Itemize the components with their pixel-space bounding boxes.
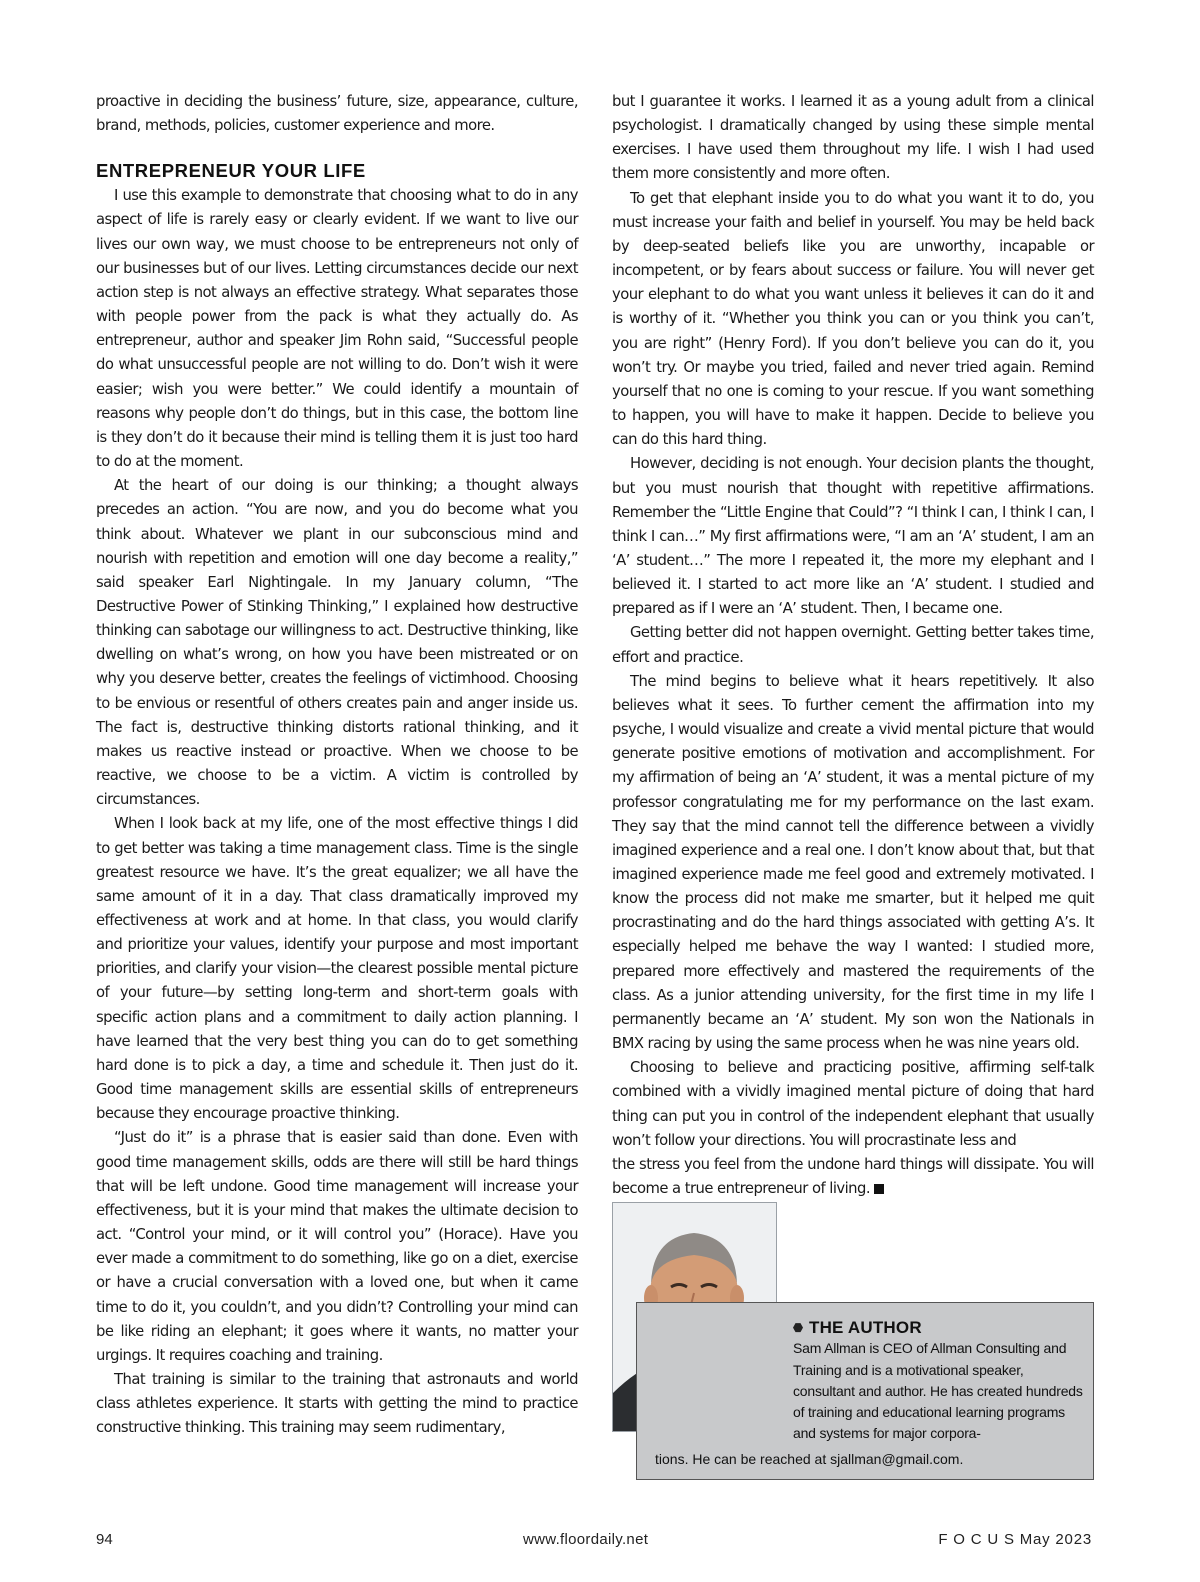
end-of-article-square-icon xyxy=(874,1184,884,1194)
body-paragraph: “Just do it” is a phrase that is easier said than done. Even with good time management skills, odds are there will still be hard things that will be left undone. Good time management will increase your effectiveness, but it is your mind that makes the ultimate decision to act. “Control your mind, or it will control you” (Horace). Have you ever made a commitment to do something, like go on a diet, exercise or have a crucial conversation with a loved one, but when it came time to do it, you couldn’t, and you didn’t? Controlling your mind can be like riding an elephant; it goes where it wants, no matter your urgings. It requires coaching and training. xyxy=(96,1129,578,1364)
page-number: 94 xyxy=(96,1531,113,1548)
body-paragraph: I use this example to demonstrate that choosing what to do in any aspect of life is rarely easy or clearly evident. If we want to live our lives our own way, we must choose to be entrepreneurs not only of our businesses but of our lives. Letting circumstances decide our next action step is not always an effective strategy. What separates those with people power from the pack is what they actually do. As entrepreneur, author and speaker Jim Rohn said, “Successful people do what unsuccessful people are not willing to do. Don’t wish it were easier; wish you were better.” We could identify a mountain of reasons why people don’t do things, but in this case, the bottom line is they don’t do it because their mind is telling them it is just too hard to do at the moment. xyxy=(96,187,578,471)
author-bio-contact: tions. He can be reached at sjallman@gmail.com. xyxy=(655,1451,964,1467)
body-paragraph: To get that elephant inside you to do what you want it to do, you must increase your faith and belief in yourself. You may be held back by deep-seated beliefs like you are unworthy, incapable or incompetent, or by fears about success or failure. You will never get your elephant to do what you want unless it believes it can do it and is worthy of it. “Whether you think you can or you think you can’t, you are right” (Henry Ford). If you don’t believe you can do it, you won’t try. Or maybe you tried, failed and never tried again. Remind yourself that no one is coming to your rescue. If you want something to happen, you will have to make it happen. Decide to believe you can do this hard thing. xyxy=(612,189,1094,449)
right-column xyxy=(612,90,1094,1201)
body-paragraph: The mind begins to believe what it hears repetitively. It also believes what it sees. To further cement the affirmation into my psyche, I would visualize and create a vivid mental picture that would generate positive emotions of motivation and accomplishment. For my affirmation of being an ‘A’ student, it was a mental picture of my professor congratulating me for my performance on the last exam. They say that the mind cannot tell the difference between a vividly imagined experience and a real one. I don’t know about that, but that imagined experience made me feel good and extremely motivated. I know the process did not make me smarter, but it helped me quit procrastinating and do the hard things associated with getting A’s. It especially helped me behave the way I wanted: I studied more, prepared more effectively and mastered the requirements of the class. As a junior attending university, for the first time in my life I permanently became an ‘A’ student. My son won the Nationals in BMX racing by using the same process when he was nine years old. xyxy=(612,672,1094,1053)
left-column xyxy=(96,90,578,1440)
opening-paragraph: proactive in deciding the business’ future, size, appearance, culture, brand, methods, policies, customer experience and more. xyxy=(96,93,578,135)
author-box-heading: THE AUTHOR xyxy=(809,1318,922,1337)
body-paragraph: At the heart of our doing is our thinking; a thought always precedes an action. “You are now, and you do become what you think about. Whatever we plant in our subconscious mind and nourish with repetition and emotion will one day become a reality,” said speaker Earl Nightingale. In my January column, “The Destructive Power of Stinking Thinking,” I explained how destructive thinking can sabotage our willingness to act. Destructive thinking, like dwelling on what’s wrong, on how you have been mistreated or on why you deserve better, creates the feelings of victimhood. Choosing to be envious or resentful of others creates pain and anger inside us. The fact is, destructive thinking distorts rational thinking, and it makes us reactive instead or proactive. When we choose to be reactive, we choose to be a victim. A victim is controlled by circumstances. xyxy=(96,477,578,809)
body-paragraph: Getting better did not happen overnight. Getting better takes time, effort and practice. xyxy=(612,624,1094,666)
author-box-title xyxy=(793,1317,1083,1338)
author-bio-content xyxy=(793,1317,1083,1445)
author-bio-box xyxy=(636,1302,1094,1480)
body-paragraph: That training is similar to the training that astronauts and world class athletes experience. It starts with getting the mind to practice constructive thinking. This training may seem rudimentary, xyxy=(96,1370,578,1437)
issue-label: F O C U S May 2023 xyxy=(938,1531,1092,1548)
hexagon-bullet-icon xyxy=(793,1323,803,1333)
website-url: www.floordaily.net xyxy=(523,1531,649,1548)
body-paragraph: Choosing to believe and practicing positive, affirming self-talk combined with a vividly imagined mental picture of doing that hard thing can put you in control of the independent elephant that usually won’t follow your directions. You will procrastinate less and xyxy=(612,1059,1094,1149)
body-paragraph: However, deciding is not enough. Your decision plants the thought, but you must nourish that thought with repetitive affirmations. Remember the “Little Engine that Could”? “I think I can, I think I can, I think I can…” My first affirmations were, “I am an ‘A’ student, I am an ‘A’ student…” The more I repeated it, the more my elephant and I believed it. I started to act more like an ‘A’ student. I studied and prepared as if I were an ‘A’ student. Then, I became one. xyxy=(612,455,1094,618)
section-heading: ENTREPRENEUR YOUR LIFE xyxy=(96,160,366,182)
opening-paragraph: but I guarantee it works. I learned it as a young adult from a clinical psychologist. I dramatically changed by using these simple mental exercises. I have used them throughout my life. I wish I had used them more consistently and more often. xyxy=(612,93,1094,183)
closing-paragraph xyxy=(612,1153,1094,1201)
author-bio-text: Sam Allman is CEO of Allman Consulting and Training and is a motivational speaker, consultant and author. He has created hundreds of training and educational learning programs and systems for major corpora- xyxy=(793,1340,1083,1442)
closing-text: the stress you feel from the undone hard things will dissipate. You will become a true entrepreneur of living. xyxy=(612,1155,1094,1198)
body-paragraph: When I look back at my life, one of the most effective things I did to get better was taking a time management class. Time is the single greatest resource we have. It’s the great equalizer; we all have the same amount of it in a day. That class dramatically improved my effectiveness at work and at home. In that class, you would clarify and prioritize your values, identify your purpose and most important priorities, and clarify your vision—the clearest possible mental picture of your future—by setting long-term and short-term goals with specific action plans and a commitment to daily action planning. I have learned that the very best thing you can do to get something hard done is to pick a day, a time and schedule it. Then just do it. Good time management skills are essential skills of entrepreneurs because they encourage proactive thinking. xyxy=(96,815,578,1123)
